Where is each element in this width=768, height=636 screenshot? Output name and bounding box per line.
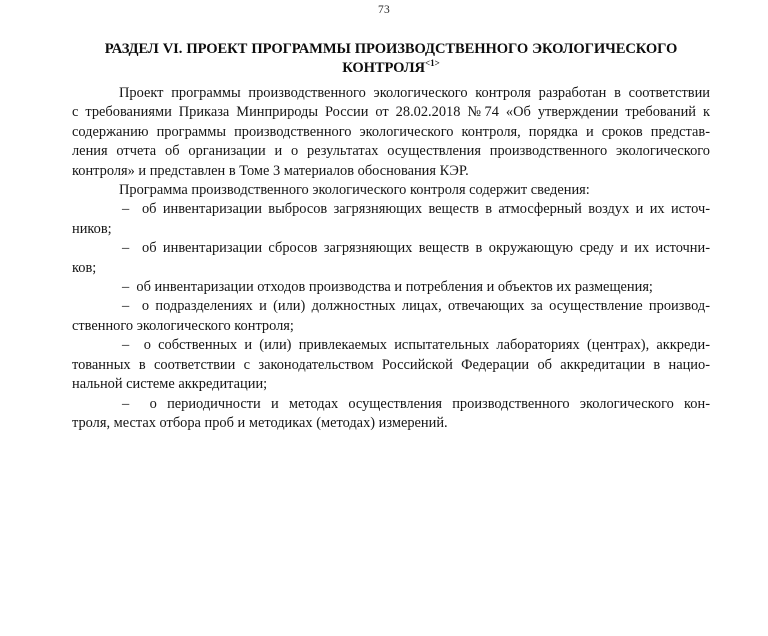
list-dash-icon: –: [122, 298, 130, 315]
list-item: [72, 395, 710, 434]
list-item: [72, 239, 710, 278]
list-dash-icon: –: [122, 395, 130, 412]
list-item-text: о периодичности и методах осуществления производственного экологического кон-: [149, 395, 710, 412]
list-item-text: о подразделениях и (или) должностных лицах, отвечающих за осуществление производ-: [141, 298, 710, 315]
text-block: [72, 40, 710, 433]
page-number: 73: [378, 4, 390, 16]
list-item: [72, 200, 710, 239]
paragraph-intro-line-1: Проект программы производственного экологического контроля разработан в соответствии: [119, 85, 710, 101]
list-item: [72, 336, 710, 394]
paragraph-lead-in-line-1: Программа производственного экологического контроля содержит сведения:: [119, 182, 590, 199]
list-dash-icon: –: [122, 240, 130, 257]
paragraph-intro-line-4: ления отчета об организации и о результатах осуществления производственного экологического: [72, 143, 710, 160]
paragraph-intro: [72, 84, 710, 181]
list-item: [72, 297, 710, 336]
list-item-line: [72, 297, 710, 316]
paragraph-intro-line-2: с требованиями Приказа Минприроды России от 28.02.2018 №74 «Об утверждении требований к: [72, 104, 710, 121]
paragraph-intro-line-5: контроля» и представлен в Томе 3 материалов обоснования КЭР.: [72, 162, 469, 179]
list-item-text: об инвентаризации сбросов загрязняющих веществ в окружающую среду и их источни-: [142, 240, 710, 257]
list-item-line: троля, местах отбора проб и методиках (методах) измерений.: [72, 414, 448, 431]
list-item-line: ков;: [72, 259, 97, 276]
paragraph-intro-line-3: содержанию программы производственного экологического контроля, порядка и сроков представ-: [72, 123, 710, 140]
section-heading: [72, 40, 710, 78]
paragraph-lead-in: [72, 181, 710, 200]
list-item: [72, 278, 710, 297]
list-dash-icon: –: [122, 201, 130, 218]
list-item-line: [72, 336, 710, 355]
list-item-text: об инвентаризации отходов производства и потребления и объектов их размещения;: [136, 279, 653, 296]
list-item-line: [72, 239, 710, 258]
list-item-line: [72, 395, 710, 414]
list-item-line: нальной системе аккредитации;: [72, 376, 268, 393]
list-item-line: [72, 200, 710, 219]
list-item-line: [72, 278, 710, 297]
footnote-marker: <1>: [424, 58, 440, 69]
list-dash-icon: –: [122, 279, 130, 296]
list-item-text: о собственных и (или) привлекаемых испытательных лабораториях (центрах), аккреди-: [143, 337, 710, 354]
list-item-line: ственного экологического контроля;: [72, 317, 294, 334]
list-dash-icon: –: [122, 337, 130, 354]
section-heading-line-2: КОНТРОЛЯ: [342, 60, 425, 76]
list-item-text: об инвентаризации выбросов загрязняющих веществ в атмосферный воздух и их источ-: [141, 201, 710, 218]
list-item-line: ников;: [72, 220, 112, 237]
list-item-line: тованных в соответствии с законодательством Российской Федерации об аккредитации в нацио-: [72, 356, 710, 373]
section-heading-line-1: РАЗДЕЛ VI. ПРОЕКТ ПРОГРАММЫ ПРОИЗВОДСТВЕННОГО ЭКОЛОГИЧЕСКОГО: [104, 41, 678, 57]
